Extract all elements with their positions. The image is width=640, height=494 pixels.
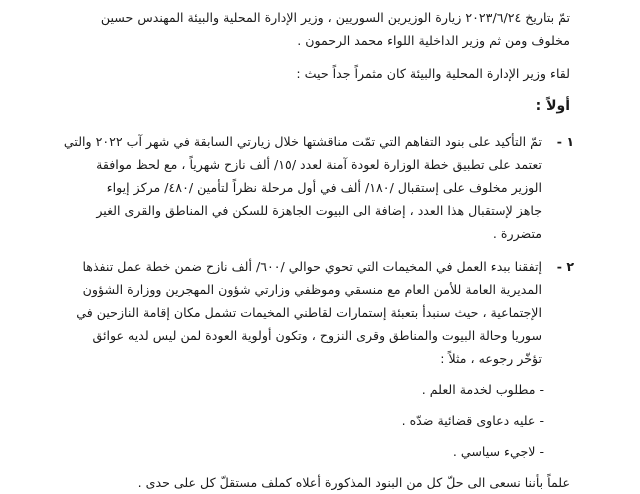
numbered-item: [60, 255, 574, 370]
bullet-item: - عليه دعاوى قضائية ضدّه .: [401, 413, 544, 428]
numbered-item: [60, 130, 574, 245]
bullet-item: - مطلوب لخدمة العلم .: [421, 382, 544, 397]
item-line: إتفقنا ببدء العمل في المخيمات التي تحوي حوالي /٦٠٠/ ألف نازح ضمن خطة عمل تنفذها: [82, 259, 542, 274]
item-line: تمّ التأكيد على بنود التفاهم التي تمّت مناقشتها خلال زيارتي السابقة في شهر آب ٢٠٢٢ والتي: [63, 134, 542, 149]
item-line: المديرية العامة للأمن العام مع منسقي وموظفي وزارتي شؤون المهجرين ووزارة الشؤون: [82, 282, 542, 297]
intro-line: مخلوف ومن ثم وزير الداخلية اللواء محمد الرحمون .: [297, 33, 570, 48]
item-line: جاهز لإستقبال هذا العدد ، إضافة الى البيوت الجاهزة للسكن في المناطق والقرى الغير: [96, 203, 542, 218]
intro-line: تمّ بتاريخ ٢٠٢٣/٦/٢٤ زيارة الوزيرين السوريين ، وزير الإدارة المحلية والبيئة المهندس حسين: [100, 10, 570, 25]
item-number: ١ -: [556, 134, 574, 149]
item-line: سوريا وحالة البيوت والمناطق وقرى النزوح ، وتكون أولوية العودة لمن ليس لديه عوائق: [92, 328, 542, 343]
item-line: الإجتماعية ، حيث سنبدأ بتعبئة إستمارات لقاطني المخيمات تشمل مكان إقامة النازحين في: [76, 305, 542, 320]
item-line: متضررة .: [492, 226, 542, 241]
closing-statement: علماً بأننا نسعى الى حلّ كل من البنود المذكورة أعلاه كملف مستقلّ كل على حدى .: [137, 475, 570, 490]
item-line: الوزير مخلوف على إستقبال /١٨٠/ ألف في أول مرحلة نظراً لتأمين /٤٨٠/ مركز إيواء: [106, 180, 542, 195]
intro-paragraph: [60, 6, 570, 52]
item-number: ٢ -: [556, 259, 574, 274]
section-heading: أولاً :: [535, 98, 570, 114]
bullet-item: - لاجيء سياسي .: [452, 444, 544, 459]
item-line: تعتمد على تطبيق خطة الوزارة لعودة آمنة لعدد /١٥/ ألف نازح شهرياً ، مع لحظ موافقة: [96, 157, 542, 172]
meeting-statement: لقاء وزير الإدارة المحلية والبيئة كان مثمراً جداً حيث :: [296, 66, 570, 81]
item-line: تؤخّر رجوعه ، مثلاً :: [440, 351, 542, 366]
